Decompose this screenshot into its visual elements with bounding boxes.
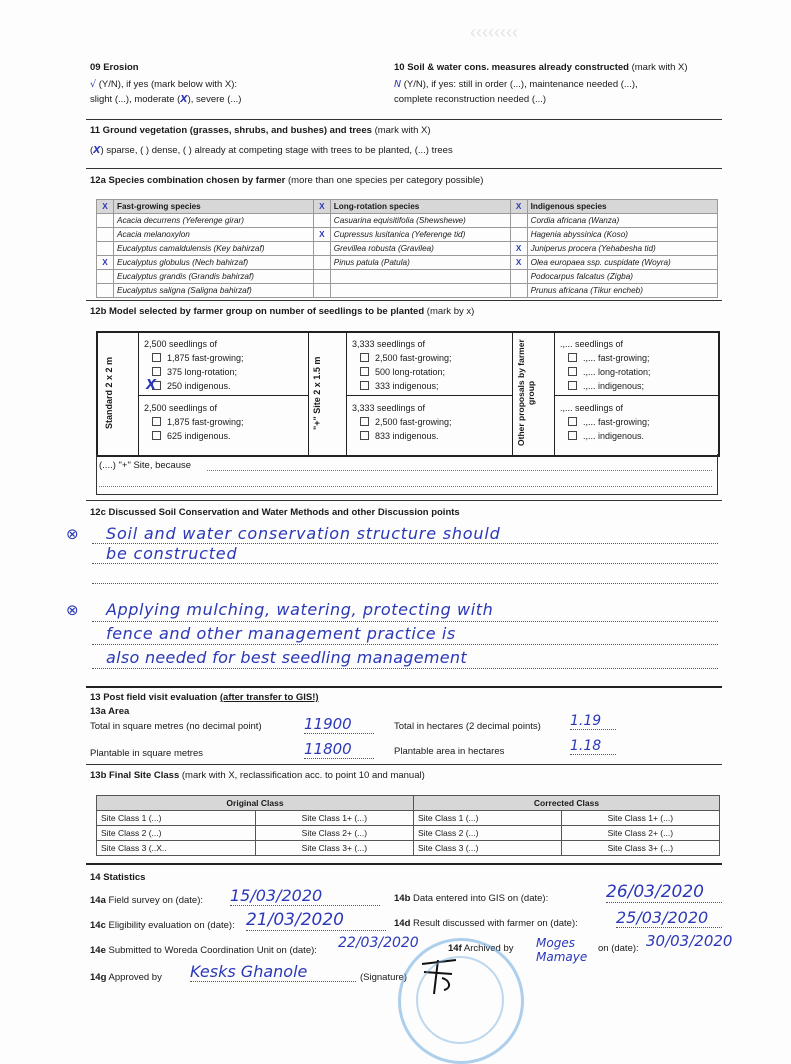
plus-b-indigenous: 833 indigenous.: [375, 431, 439, 441]
species-title-note: (more than one species per category possible): [288, 175, 484, 186]
submitted-row: [90, 945, 317, 956]
other-a-fast: .,... fast-growing;: [583, 353, 650, 363]
species-name: Eucalyptus globulus (Nech bahirzaf): [117, 258, 249, 267]
area-title: 13a Area: [90, 706, 130, 717]
model-title-row: [90, 306, 474, 317]
col-mark: X: [97, 200, 114, 214]
species-name: Juniperus procera (Yehabesha tid): [530, 244, 656, 253]
std-b-fast: 1,875 fast-growing;: [167, 417, 244, 427]
erosion-line2: [90, 94, 241, 105]
evaluation-title-note: (after transfer to GIS!): [219, 692, 319, 703]
plantable-sqm-label: Plantable in square metres: [90, 748, 204, 759]
submitted-label: Submitted to Woreda Coordination Unit on (date):: [108, 945, 317, 956]
mark-cell: X: [510, 256, 527, 270]
class-cell[interactable]: Site Class 2 (...): [97, 826, 256, 841]
archived-on-label: on (date):: [598, 943, 639, 954]
species-name: Eucalyptus grandis (Grandis bahirzaf): [117, 272, 254, 281]
mark-cell: X: [97, 256, 114, 270]
swc-title-note: (mark with X): [631, 62, 688, 73]
class-cell[interactable]: Site Class 1 (...): [414, 811, 562, 826]
plantable-sqm-value: 11800: [304, 740, 374, 759]
checkbox[interactable]: [152, 353, 161, 362]
dotted-line: [92, 644, 718, 645]
result-discussed-row: [394, 918, 578, 929]
species-row: [97, 270, 718, 284]
erosion-line2-end: ), severe (...): [187, 94, 242, 105]
mark-cell: [313, 214, 330, 228]
eligibility-label: Eligibility evaluation on (date):: [108, 920, 235, 931]
swc-title: 10 Soil & water cons. measures already constructed: [394, 62, 629, 73]
species-name: Grevillea robusta (Gravilea): [333, 244, 434, 253]
mark-cell: [313, 270, 330, 284]
mark-cell: [510, 214, 527, 228]
result-discussed-label: Result discussed with farmer on (date):: [413, 918, 578, 929]
swc-line2: complete reconstruction needed (...): [394, 94, 547, 105]
other-proposals-label: Other proposals by farmer group: [516, 339, 536, 447]
form-page: 09 Erosion √ (Y/N), if yes (mark below with X): slight (...), moderate (X), severe (...) 10 Soil & water cons. measures already constructed (mark with X) N (Y/N), if yes: still in order (...), maintenance needed (...), complete reconstruction needed (...) 11 Ground vegetation (grasses, shrubs, and bushes) and trees (mark with X) (X) sparse, ( ) dense, ( ) already at competing stage with trees to be planted, (...) trees 12a Species combination chosen by farmer (more than one species per category possible) X Fast-growing species X Long-rotation species X Indigenous species Acacia decurrens (Yeferenge girar) Casuarina equisitifolia (Shewshewe) Cordia africana (Wanza) Acacia melanoxylon X Cupressus lusitanica (Yeferenge tid) Hagenia abyssinica (Koso) Eucalyptus camaldulensis (Key bahirzaf) Grevillea robusta (Gravilea) X Juniperus procera (Yehabesha tid) X Eucalyptus globulus (Nech bahirzaf) Pinus patula (Patula) X Olea europaea ssp. cuspidate (Woyra) Eucalyptus grandis (Grandis bahirzaf) Podocarpus falcatus (Zigba) Eucalyptus saligna (Saligna bahirzaf) Prunus africana (Tikur encheb) 12b Model selected by farmer group on number of seedlings to be planted (mark by x) Standard 2 x 2 m 2,500 seedlings of 1,875 fast-growing; 375 long-rotation; X 250 indigenous. 2,500 seedlings of 1,875 fast-growing; 625 indigenous. "+" Site 2 x 1.5 m 3,333 seedlings of 2,500 fast-growing; 500 long-rotation; 333 indigenous; 3,333 seedlings of 2,500 fast-growing; 833 indigenous. Other proposals by farmer group .,... seedlings of .,... fast-growing; .,... long-rotation; .,... indigenous; .,... seedlings of .,... fast-growing; .,... indigenous. (....) "+" Site, because 12c Discussed Soil Conservation and Water Methods and other Discussion points ⊗ Soil and water conservation structure should be constructed ⊗ Applying mulching, watering, protecting with fence and other management practice is also needed for best seedling management 13 Post field visit evaluation (after transfer to GIS!) 13a Area Total in square metres (no decimal point) 11900 Total in hectares (2 decimal points) 1.19 Plantable in square metres 11800 Plantable area in hectares 1.18 13b Final Site Class (mark with X, reclassification acc. to point 10 and manual) Original Class Corrected Class Site Class 1 (...) Site Class 1+ (...) Site Class 1 (...) Site Class 1+ (...) Site Class 2 (...) Site Class 2+ (...) Site Class 2 (...) Site Class 2+ (...) Site Class 3 (..X.. Site Class 3+ (...) Site Class 3 (...) Site Class 3+ (...) 14 Statistics 14a Field survey on (date): 15/03/2020 14b Data entered into GIS on (date): 26/03/2020 14c Eligibility evaluation on (date): 21/03/2020 14d Result discussed with farmer on (date): 25/03/2020 14e Submitted to Woreda Coordination Unit on (date): 22/03/2020 14f Archived by Moges Mamaye on (date): 30/03/2020 14g Approved by Kesks Ghanole (Signature): [86, 58, 722, 1016]
species-name: Prunus africana (Tikur encheb): [530, 286, 643, 295]
archived-label: Archived by: [463, 943, 514, 954]
mark-cell: [97, 214, 114, 228]
plus-site-label: "+" Site 2 x 1.5 m: [312, 356, 322, 430]
eligibility-date: 21/03/2020: [246, 910, 386, 931]
other-option-a: [560, 337, 651, 393]
item-label: 14c: [90, 920, 106, 931]
std-a-mark: X: [146, 378, 157, 393]
checkbox[interactable]: [152, 417, 161, 426]
archived-date: 30/03/2020: [646, 932, 733, 950]
plus-a-indigenous: 333 indigenous;: [375, 381, 439, 391]
col-indigenous: Indigenous species: [527, 200, 717, 214]
species-title: 12a Species combination chosen by farmer: [90, 175, 286, 186]
field-survey-label: Field survey on (date):: [108, 895, 204, 906]
class-cell[interactable]: Site Class 2+ (...): [561, 826, 719, 841]
because-box: [96, 454, 718, 495]
plus-option-b: [352, 401, 452, 443]
species-row: [97, 228, 718, 242]
other-a-long: .,... long-rotation;: [583, 367, 651, 377]
std-a-fast: 1,875 fast-growing;: [167, 353, 244, 363]
official-stamp-inner: [416, 956, 504, 1044]
approved-row: [90, 972, 162, 983]
species-name: Acacia melanoxylon: [117, 230, 190, 239]
std-option-a: [144, 337, 244, 393]
erosion-answer: √: [90, 79, 97, 90]
species-name: Eucalyptus camaldulensis (Key bahirzaf): [117, 244, 265, 253]
class-title: 13b Final Site Class: [90, 770, 180, 781]
std-option-b: [144, 401, 244, 443]
class-cell[interactable]: Site Class 1 (...): [97, 811, 256, 826]
submitted-date: 22/03/2020: [338, 935, 419, 951]
species-row: [97, 256, 718, 270]
discussion-note-1b: be constructed: [106, 544, 238, 563]
divider: [86, 686, 722, 688]
gis-entry-date: 26/03/2020: [606, 882, 722, 903]
mark-cell: [510, 284, 527, 298]
checkbox[interactable]: [152, 367, 161, 376]
col-mark: X: [510, 200, 527, 214]
total-ha-label: Total in hectares (2 decimal points): [394, 721, 541, 732]
total-sqm-label: Total in square metres (no decimal point): [90, 721, 262, 732]
class-cell[interactable]: Site Class 1+ (...): [561, 811, 719, 826]
col-fast-growing: Fast-growing species: [114, 200, 314, 214]
archived-by-name: Moges Mamaye: [536, 936, 588, 964]
class-cell-selected[interactable]: Site Class 3 (..X..: [97, 841, 256, 856]
checkbox[interactable]: [360, 353, 369, 362]
std-a-long: 375 long-rotation;: [167, 367, 238, 377]
plus-option-a: [352, 337, 452, 393]
species-name: Pinus patula (Patula): [333, 258, 410, 267]
std-b-indigenous: 625 indigenous.: [167, 431, 231, 441]
item-label: 14a: [90, 895, 106, 906]
erosion-title: 09 Erosion: [90, 62, 139, 73]
class-header-row: [97, 796, 720, 811]
discussion-title: 12c Discussed Soil Conservation and Water Methods and other Discussion points: [90, 507, 460, 518]
species-name: Hagenia abyssinica (Koso): [530, 230, 628, 239]
standard-label: Standard 2 x 2 m: [104, 356, 114, 430]
mark-cell: X: [510, 242, 527, 256]
plantable-ha-label: Plantable area in hectares: [394, 746, 505, 757]
col-mark: X: [313, 200, 330, 214]
species-name: Olea europaea ssp. cuspidate (Woyra): [530, 258, 671, 267]
species-name: Cordia africana (Wanza): [530, 216, 620, 225]
mark-cell: [313, 284, 330, 298]
other-a-total: .,... seedlings of: [560, 339, 624, 349]
checkbox[interactable]: [360, 381, 369, 390]
discussion-note-2c: also needed for best seedling management: [106, 648, 467, 667]
evaluation-title: 13 Post field visit evaluation: [90, 692, 218, 703]
erosion-line1-text: (Y/N), if yes (mark below with X):: [98, 79, 238, 90]
item-label: 14e: [90, 945, 106, 956]
discussion-note-1: Soil and water conservation structure should: [106, 524, 501, 543]
species-name: Podocarpus falcatus (Zigba): [530, 272, 633, 281]
original-class-header: Original Class: [97, 796, 414, 811]
species-name: Casuarina equisitifolia (Shewshewe): [333, 216, 466, 225]
plus-b-total: 3,333 seedlings of: [352, 403, 426, 413]
mark-cell: [97, 270, 114, 284]
divider: [86, 863, 722, 865]
because-label: (....) "+" Site, because: [99, 460, 192, 471]
checkbox[interactable]: [568, 381, 577, 390]
corrected-class-header: Corrected Class: [414, 796, 720, 811]
swc-line1-text: (Y/N), if yes: still in order (...), maintenance needed (...),: [403, 79, 638, 90]
statistics-title: 14 Statistics: [90, 872, 146, 883]
mark-cell: [510, 270, 527, 284]
divider: [86, 300, 722, 301]
std-a-indigenous: 250 indigenous.: [167, 381, 231, 391]
mark-cell: [313, 242, 330, 256]
class-title-row: [90, 770, 425, 781]
plus-a-long: 500 long-rotation;: [375, 367, 446, 377]
class-cell[interactable]: Site Class 3+ (...): [255, 841, 413, 856]
species-name: Eucalyptus saligna (Saligna bahirzaf): [117, 286, 252, 295]
class-cell[interactable]: Site Class 3+ (...): [561, 841, 719, 856]
species-name: Acacia decurrens (Yeferenge girar): [117, 216, 244, 225]
mark-cell: [313, 256, 330, 270]
checkbox[interactable]: [568, 417, 577, 426]
swc-line1: [394, 79, 638, 90]
divider: [86, 168, 722, 169]
model-box: [96, 331, 720, 457]
evaluation-title-row: [90, 692, 319, 703]
class-cell[interactable]: Site Class 3 (...): [414, 841, 562, 856]
model-title-note: (mark by x): [426, 306, 475, 317]
vegetation-options: sparse, ( ) dense, ( ) already at competing stage with trees to be planted, (...) trees: [106, 145, 453, 156]
class-cell[interactable]: Site Class 1+ (...): [255, 811, 413, 826]
species-name: Cupressus lusitanica (Yeferenge tid): [333, 230, 466, 239]
total-sqm-value: 11900: [304, 715, 374, 734]
item-label: 14g: [90, 972, 107, 983]
swc-title-row: [394, 62, 688, 73]
checkbox[interactable]: [360, 367, 369, 376]
approved-by-name: Kesks Ghanole: [190, 962, 356, 982]
bullet-icon: ⊗: [66, 525, 79, 543]
field-survey-date: 15/03/2020: [230, 886, 380, 906]
divider: [86, 500, 722, 501]
species-title-row: [90, 175, 483, 186]
mark-cell: [97, 284, 114, 298]
erosion-moderate-mark: X: [180, 94, 188, 105]
discussion-note-2b: fence and other management practice is: [106, 624, 456, 643]
bleed-through-text: ‹‹‹‹‹‹‹‹: [470, 22, 518, 42]
species-table: [96, 199, 718, 298]
class-row: [97, 811, 720, 826]
vegetation-title-note: (mark with X): [374, 125, 431, 136]
mark-cell: [510, 228, 527, 242]
bullet-icon: ⊗: [66, 601, 79, 619]
approved-label: Approved by: [108, 972, 162, 983]
dotted-line: [92, 583, 718, 584]
mark-cell: X: [313, 228, 330, 242]
class-row: [97, 826, 720, 841]
total-ha-value: 1.19: [570, 713, 616, 730]
plus-b-fast: 2,500 fast-growing;: [375, 417, 452, 427]
swc-answer: N: [394, 79, 402, 90]
model-title: 12b Model selected by farmer group on number of seedlings to be planted: [90, 306, 425, 317]
species-header-row: [97, 200, 718, 214]
std-b-total: 2,500 seedlings of: [144, 403, 218, 413]
divider: [86, 764, 722, 765]
col-long-rotation: Long-rotation species: [330, 200, 510, 214]
item-label: 14b: [394, 893, 411, 904]
dotted-line: [92, 621, 718, 622]
vegetation-title: 11 Ground vegetation (grasses, shrubs, and bushes) and trees: [90, 125, 372, 136]
site-class-table: [96, 795, 720, 856]
other-b-indigenous: .,... indigenous.: [583, 431, 645, 441]
mark-cell: [97, 228, 114, 242]
erosion-line1: [90, 79, 237, 90]
other-b-fast: .,... fast-growing;: [583, 417, 650, 427]
gis-entry-row: [394, 893, 548, 904]
class-title-note: (mark with X, reclassification acc. to point 10 and manual): [181, 770, 425, 781]
checkbox[interactable]: [568, 367, 577, 376]
class-cell[interactable]: Site Class 2 (...): [414, 826, 562, 841]
species-row: [97, 214, 718, 228]
plus-a-total: 3,333 seedlings of: [352, 339, 426, 349]
checkbox[interactable]: [360, 417, 369, 426]
erosion-line2-text: slight (...), moderate (: [90, 94, 181, 105]
checkbox[interactable]: [360, 431, 369, 440]
class-row: [97, 841, 720, 856]
class-cell[interactable]: Site Class 2+ (...): [255, 826, 413, 841]
species-row: [97, 242, 718, 256]
other-b-total: .,... seedlings of: [560, 403, 624, 413]
result-discussed-date: 25/03/2020: [616, 908, 722, 928]
std-a-total: 2,500 seedlings of: [144, 339, 218, 349]
mark-cell: [97, 242, 114, 256]
signature-label: (Signature): [360, 972, 407, 983]
other-option-b: [560, 401, 650, 443]
discussion-note-2: Applying mulching, watering, protecting with: [106, 600, 494, 619]
checkbox[interactable]: [152, 431, 161, 440]
plus-a-fast: 2,500 fast-growing;: [375, 353, 452, 363]
plantable-ha-value: 1.18: [570, 738, 616, 755]
dotted-line: [92, 668, 718, 669]
checkbox[interactable]: [568, 353, 577, 362]
item-label: 14f: [448, 943, 462, 954]
checkbox[interactable]: [568, 431, 577, 440]
other-a-indigenous: .,... indigenous;: [583, 381, 645, 391]
dotted-line: [92, 563, 718, 564]
divider: [86, 119, 722, 120]
species-row: [97, 284, 718, 298]
item-label: 14d: [394, 918, 411, 929]
eligibility-row: [90, 920, 235, 931]
gis-entry-label: Data entered into GIS on (date):: [413, 893, 549, 904]
field-survey-row: [90, 895, 203, 906]
sparse-mark: X: [93, 145, 101, 156]
